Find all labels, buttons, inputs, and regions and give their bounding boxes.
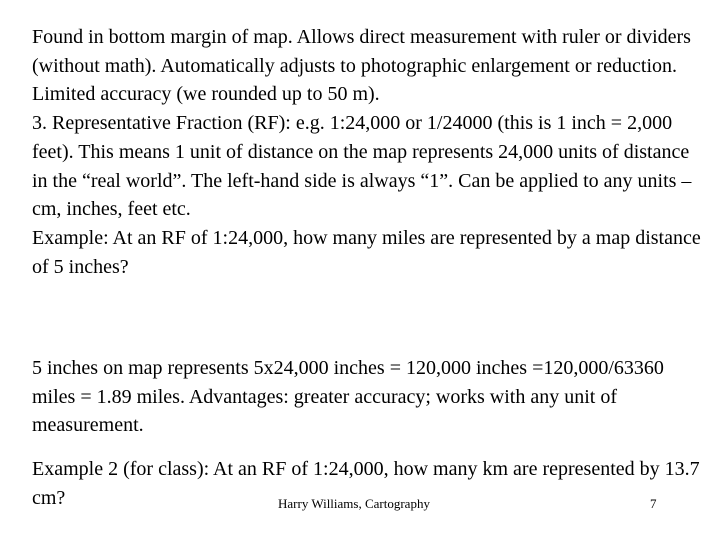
page-number: 7: [650, 496, 657, 511]
text-block-scales: [32, 23, 702, 281]
graphic-scale-paragraph: Found in bottom margin of map. Allows direct measurement with ruler or dividers (without math). Automatically adjusts to photographic enlargement or reduction. Limited accuracy (we rounded up to 50 m).: [32, 26, 691, 106]
example-2-paragraph: Example 2 (for class): At an RF of 1:24,000, how many km are represented by 13.7 cm?: [32, 458, 700, 509]
footer-author: Harry Williams, Cartography: [278, 496, 430, 511]
answer-1-paragraph: 5 inches on map represents 5x24,000 inches = 120,000 inches =120,000/63360 miles = 1.89 miles. Advantages: greater accuracy; works with any unit of measurement.: [32, 357, 664, 437]
text-block-answer: [32, 354, 702, 440]
example-1-paragraph: Example: At an RF of 1:24,000, how many miles are represented by a map distance of 5 inches?: [32, 226, 701, 278]
representative-fraction-paragraph: 3. Representative Fraction (RF): e.g. 1:24,000 or 1/24000 (this is 1 inch = 2,000 feet). This means 1 unit of distance on the map represents 24,000 units of distance in the “real world”. The left-hand side is always “1”. Can be applied to any units – cm, inches, feet etc.: [32, 112, 692, 221]
